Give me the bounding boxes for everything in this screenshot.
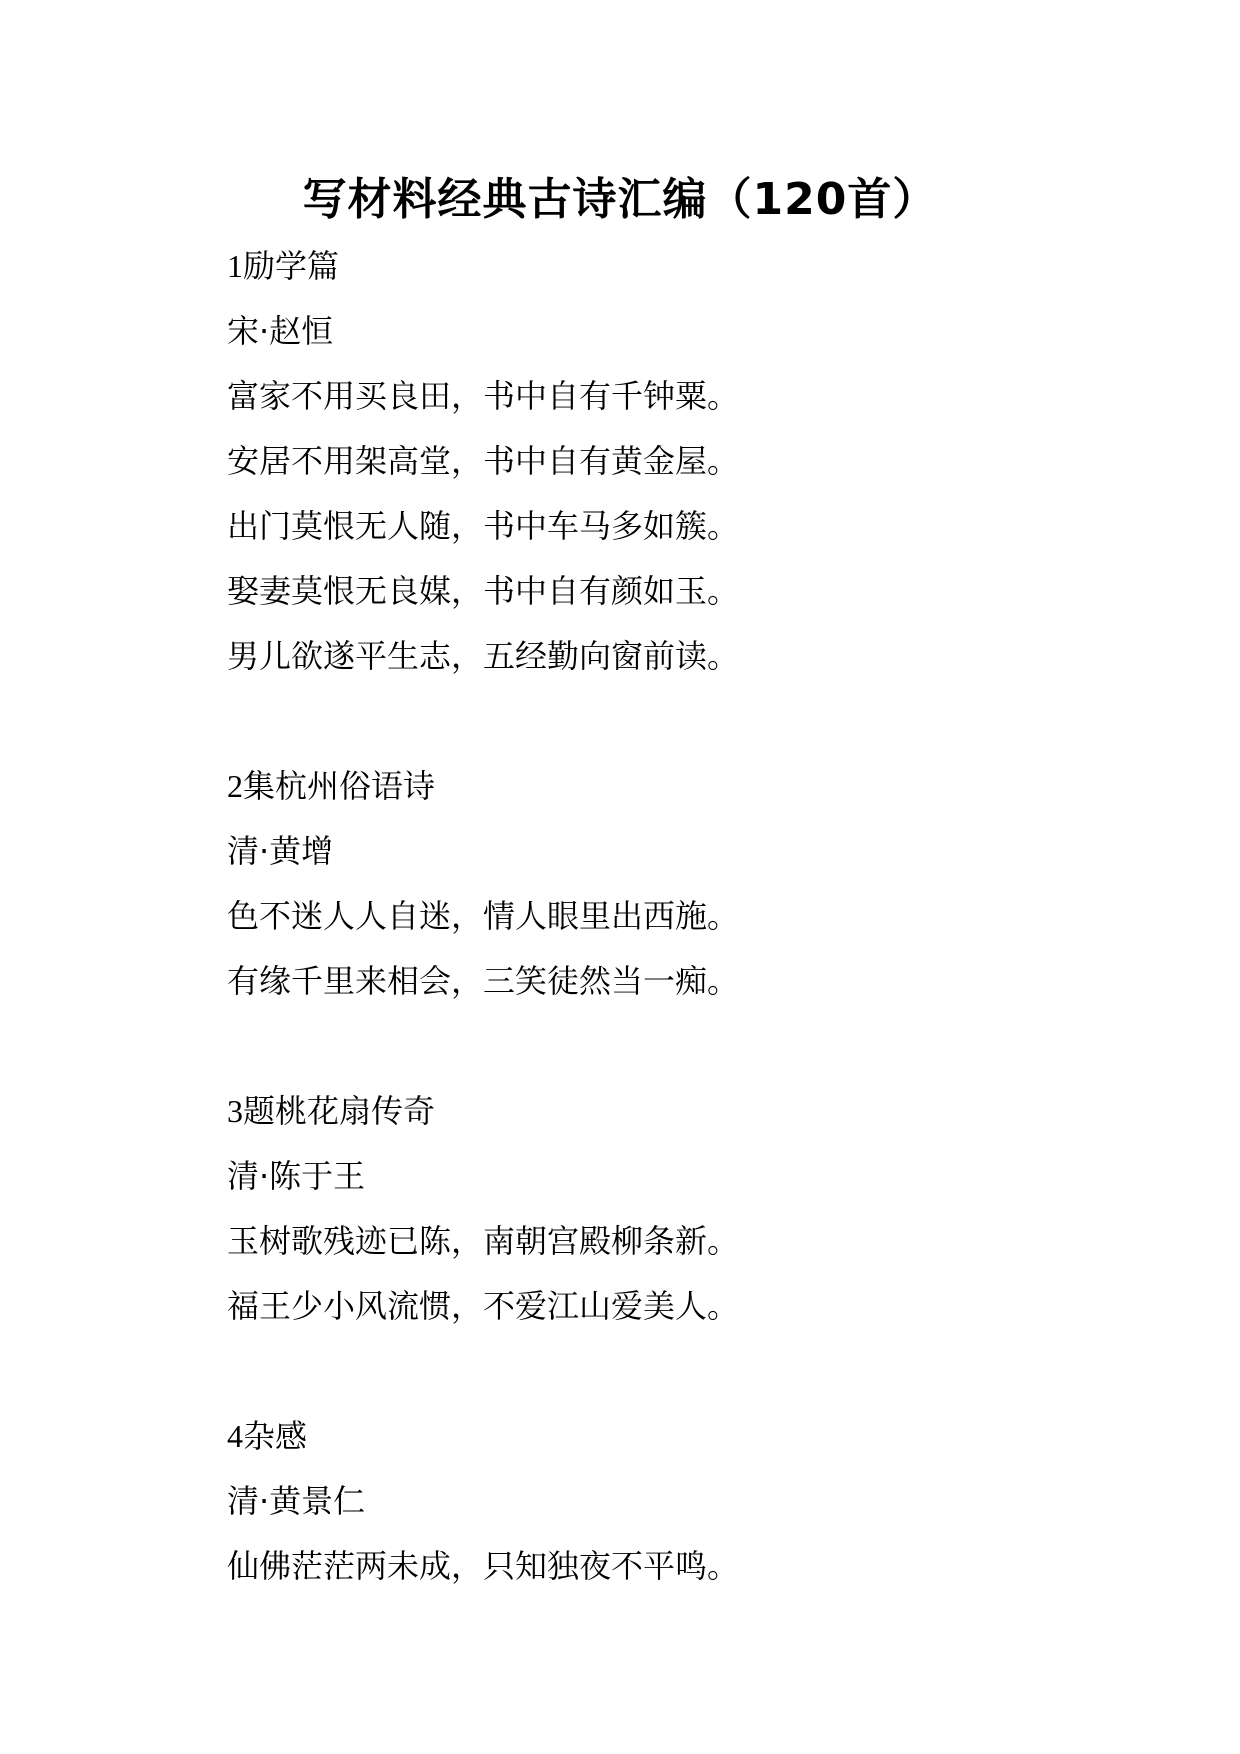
poem-line: 仙佛茫茫两未成，只知独夜不平鸣。	[227, 1547, 740, 1585]
poem-title: 杂感	[243, 1417, 308, 1455]
poem-author: 清·陈于王	[227, 1157, 366, 1195]
poem-line: 福王少小风流惯，不爱江山爱美人。	[227, 1287, 740, 1325]
poem-author: 清·黄增	[227, 832, 334, 870]
poem-number: 1	[227, 248, 243, 284]
poem-line: 玉树歌残迹已陈，南朝宫殿柳条新。	[227, 1222, 740, 1260]
poem-line: 出门莫恨无人随，书中车马多如簇。	[227, 507, 740, 545]
poem-number: 3	[227, 1093, 243, 1129]
poem-author: 清·黄景仁	[227, 1482, 366, 1520]
poem-heading	[227, 234, 1127, 299]
poem-list	[227, 234, 1127, 1599]
poem-heading	[227, 754, 1127, 819]
blank-line	[227, 1339, 1127, 1404]
blank-line	[227, 689, 1127, 754]
poem-line: 色不迷人人自迷，情人眼里出西施。	[227, 897, 740, 935]
poem-4	[227, 1404, 1127, 1599]
poem-title: 题桃花扇传奇	[243, 1092, 436, 1130]
poem-1	[227, 234, 1127, 689]
poem-author: 宋·赵恒	[227, 312, 334, 350]
poem-heading	[227, 1404, 1127, 1469]
poem-title: 励学篇	[243, 247, 340, 285]
poem-line: 男儿欲遂平生志，五经勤向窗前读。	[227, 637, 740, 675]
poem-2	[227, 754, 1127, 1014]
poem-line: 娶妻莫恨无良媒，书中自有颜如玉。	[227, 572, 740, 610]
poem-number: 2	[227, 768, 243, 804]
poem-number: 4	[227, 1418, 243, 1454]
poem-line: 富家不用买良田，书中自有千钟粟。	[227, 377, 740, 415]
poem-line: 安居不用架高堂，书中自有黄金屋。	[227, 442, 740, 480]
poem-line: 有缘千里来相会，三笑徒然当一痴。	[227, 962, 740, 1000]
blank-line	[227, 1014, 1127, 1079]
poem-heading	[227, 1079, 1127, 1144]
document-title: 写材料经典古诗汇编（120首）	[302, 174, 938, 225]
poem-title: 集杭州俗语诗	[243, 767, 436, 805]
poem-3	[227, 1079, 1127, 1339]
